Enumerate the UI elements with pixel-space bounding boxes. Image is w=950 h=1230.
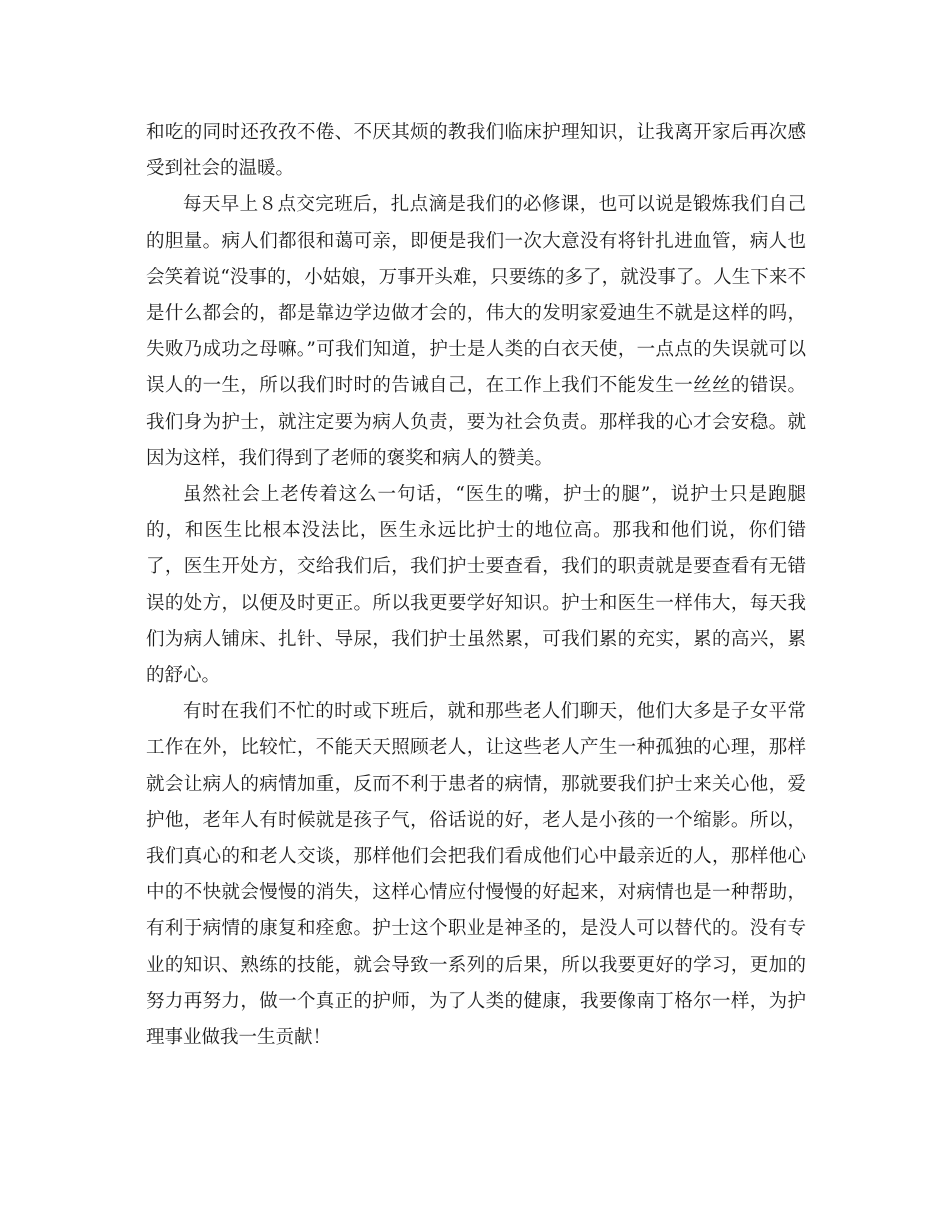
- paragraph-nurse-and-doctor: 虽然社会上老传着这么一句话，“医生的嘴，护士的腿”，说护士只是跑腿的，和医生比根本没法比，医生永远比护士的地位高。那我和他们说，你们错了，医生开处方，交给我们后，我们护士要查看，我们的职责就是要查看有无错误的处方，以便及时更正。所以我更要学好知识。护士和医生一样伟大，每天我们为病人铺床、扎针、导尿，我们护士虽然累，可我们累的充实，累的高兴，累的舒心。: [146, 484, 806, 687]
- document-body: [146, 115, 806, 1056]
- paragraph-daily-infusion: 每天早上８点交完班后，扎点滴是我们的必修课，也可以说是锻炼我们自己的胆量。病人们都很和蔼可亲，即便是我们一次大意没有将针扎进血管，病人也会笑着说“没事的，小姑娘，万事开头难，只要练的多了，就没事了。人生下来不是什么都会的，都是靠边学边做才会的，伟大的发明家爱迪生不就是这样的吗，失败乃成功之母嘛。”可我们知道，护士是人类的白衣天使，一点点的失误就可以误人的一生，所以我们时时的告诫自己，在工作上我们不能发生一丝丝的错误。我们身为护士，就注定要为病人负责，要为社会负责。那样我的心才会安稳。就因为这样，我们得到了老师的褒奖和病人的赞美。: [146, 194, 806, 469]
- paragraph-caring-for-elderly: 有时在我们不忙的时或下班后，就和那些老人们聊天，他们大多是子女平常工作在外，比较忙，不能天天照顾老人，让这些老人产生一种孤独的心理，那样就会让病人的病情加重，反而不利于患者的病情，那就要我们护士来关心他，爱护他，老年人有时候就是孩子气，俗话说的好，老人是小孩的一个缩影。所以，我们真心的和老人交谈，那样他们会把我们看成他们心中最亲近的人，那样他心中的不快就会慢慢的消失，这样心情应付慢慢的好起来，对病情也是一种帮助，有利于病情的康复和痊愈。护士这个职业是神圣的，是没人可以替代的。没有专业的知识、熟练的技能，就会导致一系列的后果，所以我要更好的学习，更加的努力再努力，做一个真正的护师，为了人类的健康，我要像南丁格尔一样，为护理事业做我一生贡献！: [146, 701, 806, 1049]
- paragraph-continued: 和吃的同时还孜孜不倦、不厌其烦的教我们临床护理知识，让我离开家后再次感受到社会的温暖。: [146, 122, 806, 180]
